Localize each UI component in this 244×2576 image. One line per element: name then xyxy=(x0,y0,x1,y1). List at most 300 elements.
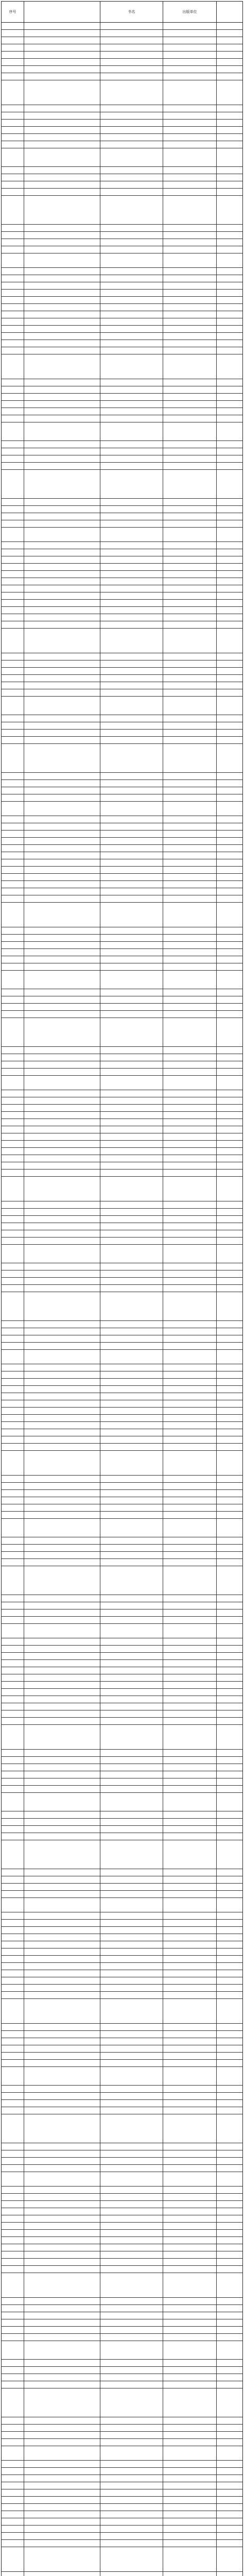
table-row xyxy=(2,845,242,852)
table-cell xyxy=(163,275,217,282)
table-row xyxy=(2,1263,242,1270)
table-cell xyxy=(163,304,217,311)
table-cell xyxy=(2,225,24,231)
table-cell xyxy=(217,2100,242,2107)
table-cell xyxy=(100,2024,163,2030)
table-cell xyxy=(217,167,242,174)
table-cell xyxy=(217,2518,242,2525)
table-cell xyxy=(100,1155,163,1162)
table-cell xyxy=(2,2374,24,2381)
table-cell xyxy=(163,675,217,682)
table-cell xyxy=(100,189,163,195)
table-row xyxy=(2,1970,242,1977)
table-row xyxy=(2,268,242,275)
table-row xyxy=(2,2158,242,2165)
table-row xyxy=(2,275,242,282)
table-cell xyxy=(163,794,217,801)
table-cell xyxy=(217,268,242,275)
table-row xyxy=(2,852,242,859)
table-row xyxy=(2,1270,242,1278)
table-cell xyxy=(24,2107,100,2114)
table-cell xyxy=(2,1696,24,1703)
table-cell xyxy=(100,2251,163,2258)
table-cell xyxy=(163,1811,217,1818)
table-cell xyxy=(217,2388,242,2417)
table-cell xyxy=(24,1335,100,1342)
table-cell xyxy=(24,1216,100,1223)
table-row xyxy=(2,1364,242,1371)
table-cell xyxy=(24,956,100,963)
table-cell xyxy=(163,2107,217,2114)
table-cell xyxy=(24,1682,100,1688)
table-cell xyxy=(2,66,24,73)
table-cell xyxy=(24,996,100,1003)
table-cell xyxy=(163,1595,217,1602)
table-cell xyxy=(163,1927,217,1934)
table-cell xyxy=(100,1126,163,1133)
table-cell xyxy=(163,1148,217,1155)
table-cell xyxy=(217,1985,242,1991)
table-cell xyxy=(217,1595,242,1602)
table-cell xyxy=(217,715,242,722)
table-cell xyxy=(100,1018,163,1046)
table-cell xyxy=(100,1884,163,1890)
table-cell xyxy=(24,773,100,779)
table-cell xyxy=(24,1718,100,1724)
table-cell xyxy=(163,1343,217,1349)
table-cell xyxy=(100,2045,163,2052)
table-cell xyxy=(163,1833,217,1840)
table-row xyxy=(2,2482,242,2489)
table-cell xyxy=(100,2298,163,2304)
table-cell xyxy=(217,1826,242,1833)
table-cell xyxy=(100,1811,163,1818)
table-cell xyxy=(2,2237,24,2244)
table-cell xyxy=(100,59,163,65)
table-cell xyxy=(2,1148,24,1155)
table-cell xyxy=(163,2518,217,2525)
table-cell xyxy=(217,30,242,37)
table-row xyxy=(2,2360,242,2367)
table-cell xyxy=(163,2511,217,2518)
table-cell xyxy=(100,1350,163,1364)
table-cell xyxy=(163,2172,217,2186)
table-cell xyxy=(163,1047,217,1054)
table-cell xyxy=(163,802,217,816)
table-cell xyxy=(217,2312,242,2319)
table-cell xyxy=(100,1054,163,1061)
table-cell xyxy=(24,326,100,332)
table-cell xyxy=(217,2093,242,2099)
table-row xyxy=(2,326,242,333)
table-cell xyxy=(24,715,100,722)
table-cell xyxy=(163,2251,217,2258)
table-cell xyxy=(24,120,100,126)
table-cell xyxy=(2,181,24,188)
table-cell xyxy=(24,455,100,462)
table-cell xyxy=(100,1278,163,1284)
table-cell xyxy=(217,2158,242,2164)
table-cell xyxy=(24,1490,100,1497)
table-cell xyxy=(24,1321,100,1328)
table-cell xyxy=(2,600,24,606)
table-cell xyxy=(24,520,100,527)
table-cell xyxy=(100,2114,163,2143)
table-cell xyxy=(100,1891,163,1897)
table-cell xyxy=(163,1617,217,1623)
table-cell xyxy=(2,2475,24,2482)
table-cell xyxy=(163,1444,217,1450)
table-row xyxy=(2,1350,242,1364)
table-cell xyxy=(24,470,100,498)
table-cell xyxy=(24,1047,100,1054)
table-cell xyxy=(100,996,163,1003)
table-row xyxy=(2,2305,242,2312)
table-cell xyxy=(24,1230,100,1237)
table-cell xyxy=(217,1898,242,1912)
table-cell xyxy=(2,549,24,556)
table-cell xyxy=(163,1660,217,1667)
table-cell xyxy=(100,513,163,520)
table-cell xyxy=(100,971,163,989)
table-cell xyxy=(100,744,163,772)
table-cell xyxy=(24,2341,100,2359)
table-cell xyxy=(24,2511,100,2518)
table-cell xyxy=(2,394,24,400)
table-cell xyxy=(2,2172,24,2186)
table-cell xyxy=(2,2367,24,2374)
table-cell xyxy=(100,1245,163,1263)
table-cell xyxy=(100,1609,163,1616)
table-cell xyxy=(163,333,217,340)
table-cell xyxy=(163,1963,217,1970)
table-cell xyxy=(163,823,217,830)
table-cell xyxy=(100,2223,163,2229)
table-cell xyxy=(100,1119,163,1126)
table-cell xyxy=(100,141,163,148)
table-cell xyxy=(2,2215,24,2222)
table-cell xyxy=(24,1263,100,1270)
table-row xyxy=(2,1011,242,1018)
table-cell xyxy=(24,2489,100,2496)
table-cell xyxy=(2,134,24,141)
table-cell xyxy=(163,455,217,462)
table-cell xyxy=(100,1956,163,1962)
table-cell xyxy=(100,1328,163,1335)
table-cell xyxy=(100,246,163,253)
table-cell xyxy=(163,1646,217,1652)
table-cell xyxy=(100,607,163,614)
table-cell xyxy=(217,852,242,859)
table-cell xyxy=(163,2417,217,2424)
table-cell xyxy=(217,903,242,927)
table-row xyxy=(2,1162,242,1170)
table-cell xyxy=(163,174,217,181)
table-row xyxy=(2,1682,242,1689)
table-cell xyxy=(2,2251,24,2258)
table-cell xyxy=(163,2223,217,2229)
table-cell xyxy=(163,592,217,599)
table-cell xyxy=(2,949,24,956)
table-cell xyxy=(163,1985,217,1991)
table-cell xyxy=(2,239,24,246)
table-row xyxy=(2,2194,242,2201)
table-cell xyxy=(100,621,163,628)
table-row xyxy=(2,1278,242,1285)
table-cell xyxy=(24,1764,100,1771)
table-cell xyxy=(163,942,217,948)
table-cell xyxy=(163,1209,217,1215)
table-cell xyxy=(163,1018,217,1046)
table-cell xyxy=(217,422,242,440)
table-cell xyxy=(163,2381,217,2388)
table-cell xyxy=(24,942,100,948)
table-cell xyxy=(163,2341,217,2359)
table-cell xyxy=(2,2230,24,2236)
table-cell xyxy=(217,463,242,469)
table-row xyxy=(2,1537,242,1545)
table-row xyxy=(2,415,242,422)
table-cell xyxy=(2,1941,24,1948)
table-cell xyxy=(163,2482,217,2489)
table-row xyxy=(2,2381,242,2388)
table-cell xyxy=(2,1970,24,1977)
table-row xyxy=(2,2038,242,2045)
table-cell xyxy=(100,1602,163,1609)
table-row xyxy=(2,1133,242,1141)
table-cell xyxy=(217,52,242,58)
table-row xyxy=(2,2060,242,2067)
table-cell xyxy=(163,528,217,541)
table-row xyxy=(2,2172,242,2187)
table-row xyxy=(2,1069,242,1076)
table-row xyxy=(2,1490,242,1497)
table-cell xyxy=(100,167,163,174)
table-row xyxy=(2,1379,242,1386)
table-cell xyxy=(217,1512,242,1518)
table-cell xyxy=(2,1934,24,1941)
table-cell xyxy=(24,401,100,408)
table-cell xyxy=(163,23,217,29)
table-cell xyxy=(24,1660,100,1667)
table-cell xyxy=(24,1985,100,1991)
table-cell xyxy=(163,470,217,498)
table-cell xyxy=(2,2489,24,2496)
table-row xyxy=(2,2475,242,2482)
table-cell xyxy=(100,1941,163,1948)
table-cell xyxy=(217,2266,242,2273)
table-cell xyxy=(24,44,100,51)
table-cell xyxy=(217,1292,242,1320)
table-cell xyxy=(2,838,24,844)
table-cell xyxy=(2,52,24,58)
table-cell xyxy=(24,592,100,599)
table-row xyxy=(2,174,242,181)
table-row xyxy=(2,549,242,556)
table-cell xyxy=(2,1155,24,1162)
table-cell xyxy=(100,1004,163,1010)
table-cell xyxy=(100,1819,163,1825)
table-cell xyxy=(2,737,24,743)
table-cell xyxy=(100,1764,163,1771)
table-cell xyxy=(217,181,242,188)
table-cell xyxy=(163,2038,217,2045)
table-cell xyxy=(100,935,163,941)
table-cell xyxy=(100,1133,163,1140)
table-cell xyxy=(24,963,100,970)
table-cell xyxy=(217,1444,242,1450)
table-cell xyxy=(100,2093,163,2099)
table-cell xyxy=(2,2327,24,2333)
table-cell xyxy=(163,2158,217,2164)
table-row xyxy=(2,592,242,600)
table-cell xyxy=(2,1646,24,1652)
table-cell xyxy=(163,1912,217,1919)
table-cell xyxy=(163,2143,217,2150)
table-cell xyxy=(2,1819,24,1825)
table-cell xyxy=(2,80,24,105)
table-cell xyxy=(100,2031,163,2038)
table-cell xyxy=(2,2504,24,2511)
table-cell xyxy=(2,903,24,927)
table-cell xyxy=(100,2194,163,2200)
table-row xyxy=(2,1155,242,1162)
table-row xyxy=(2,2150,242,2158)
table-cell xyxy=(24,181,100,188)
table-cell xyxy=(24,1408,100,1414)
table-cell xyxy=(217,2038,242,2045)
table-row xyxy=(2,2547,242,2572)
table-cell xyxy=(217,542,242,549)
table-cell xyxy=(100,282,163,289)
table-cell xyxy=(100,780,163,787)
table-cell xyxy=(100,120,163,126)
table-cell xyxy=(163,2367,217,2374)
table-row xyxy=(2,2432,242,2439)
table-cell xyxy=(100,2305,163,2312)
table-cell xyxy=(24,1667,100,1674)
table-cell xyxy=(163,1703,217,1710)
table-row xyxy=(2,1559,242,1566)
table-cell xyxy=(100,2187,163,2193)
table-cell xyxy=(24,463,100,469)
table-cell xyxy=(217,2053,242,2059)
table-cell xyxy=(163,1061,217,1068)
table-cell xyxy=(24,949,100,956)
table-cell xyxy=(163,1054,217,1061)
table-cell xyxy=(24,1069,100,1075)
table-cell xyxy=(163,1263,217,1270)
table-cell xyxy=(217,1948,242,1955)
table-cell xyxy=(24,239,100,246)
table-cell xyxy=(100,23,163,29)
table-cell xyxy=(217,174,242,181)
table-cell xyxy=(2,653,24,660)
table-cell xyxy=(2,318,24,325)
table-cell xyxy=(217,1069,242,1075)
table-cell xyxy=(163,52,217,58)
table-cell xyxy=(100,1497,163,1504)
table-cell xyxy=(100,2374,163,2381)
table-cell xyxy=(2,660,24,667)
table-cell xyxy=(100,600,163,606)
table-cell xyxy=(2,2298,24,2304)
table-cell xyxy=(100,1559,163,1566)
table-cell xyxy=(100,2158,163,2164)
table-cell xyxy=(163,499,217,505)
table-cell xyxy=(100,689,163,696)
table-cell xyxy=(24,780,100,787)
table-cell xyxy=(2,506,24,513)
table-row xyxy=(2,2100,242,2107)
table-cell xyxy=(217,2150,242,2157)
table-row xyxy=(2,689,242,697)
table-cell xyxy=(24,787,100,794)
table-cell xyxy=(2,1335,24,1342)
table-row xyxy=(2,823,242,831)
table-row xyxy=(2,2107,242,2114)
table-cell xyxy=(2,174,24,181)
table-cell xyxy=(217,2482,242,2489)
table-cell xyxy=(217,2341,242,2359)
table-cell xyxy=(163,542,217,549)
table-cell xyxy=(100,326,163,332)
table-cell xyxy=(100,1638,163,1645)
table-cell xyxy=(217,2259,242,2265)
table-cell xyxy=(24,1566,100,1595)
table-cell xyxy=(100,1148,163,1155)
table-cell xyxy=(100,174,163,181)
table-cell xyxy=(2,2223,24,2229)
table-cell xyxy=(163,1321,217,1328)
table-row xyxy=(2,1230,242,1238)
table-cell xyxy=(217,787,242,794)
table-cell xyxy=(24,2208,100,2215)
table-cell xyxy=(217,1047,242,1054)
table-cell xyxy=(217,73,242,80)
table-cell xyxy=(2,30,24,37)
table-cell xyxy=(217,1343,242,1349)
table-row xyxy=(2,232,242,239)
table-cell xyxy=(100,737,163,743)
table-cell xyxy=(217,935,242,941)
table-cell xyxy=(24,1018,100,1046)
table-cell xyxy=(24,1238,100,1244)
table-cell xyxy=(24,297,100,303)
table-cell xyxy=(217,1119,242,1126)
table-cell xyxy=(2,1999,24,2023)
table-cell xyxy=(100,415,163,422)
table-row xyxy=(2,2259,242,2266)
table-cell xyxy=(24,549,100,556)
table-cell xyxy=(2,689,24,696)
table-cell xyxy=(2,1321,24,1328)
table-cell xyxy=(2,1545,24,1551)
table-cell xyxy=(217,2045,242,2052)
table-cell xyxy=(2,578,24,585)
table-row xyxy=(2,1819,242,1826)
table-cell xyxy=(2,816,24,823)
table-cell xyxy=(217,1811,242,1818)
table-cell xyxy=(24,1155,100,1162)
table-cell xyxy=(163,2533,217,2539)
table-cell xyxy=(163,134,217,141)
table-cell xyxy=(100,542,163,549)
table-cell xyxy=(217,1602,242,1609)
table-cell xyxy=(24,196,100,224)
table-cell xyxy=(163,1451,217,1475)
header-publisher: 出版单位 xyxy=(163,2,217,22)
